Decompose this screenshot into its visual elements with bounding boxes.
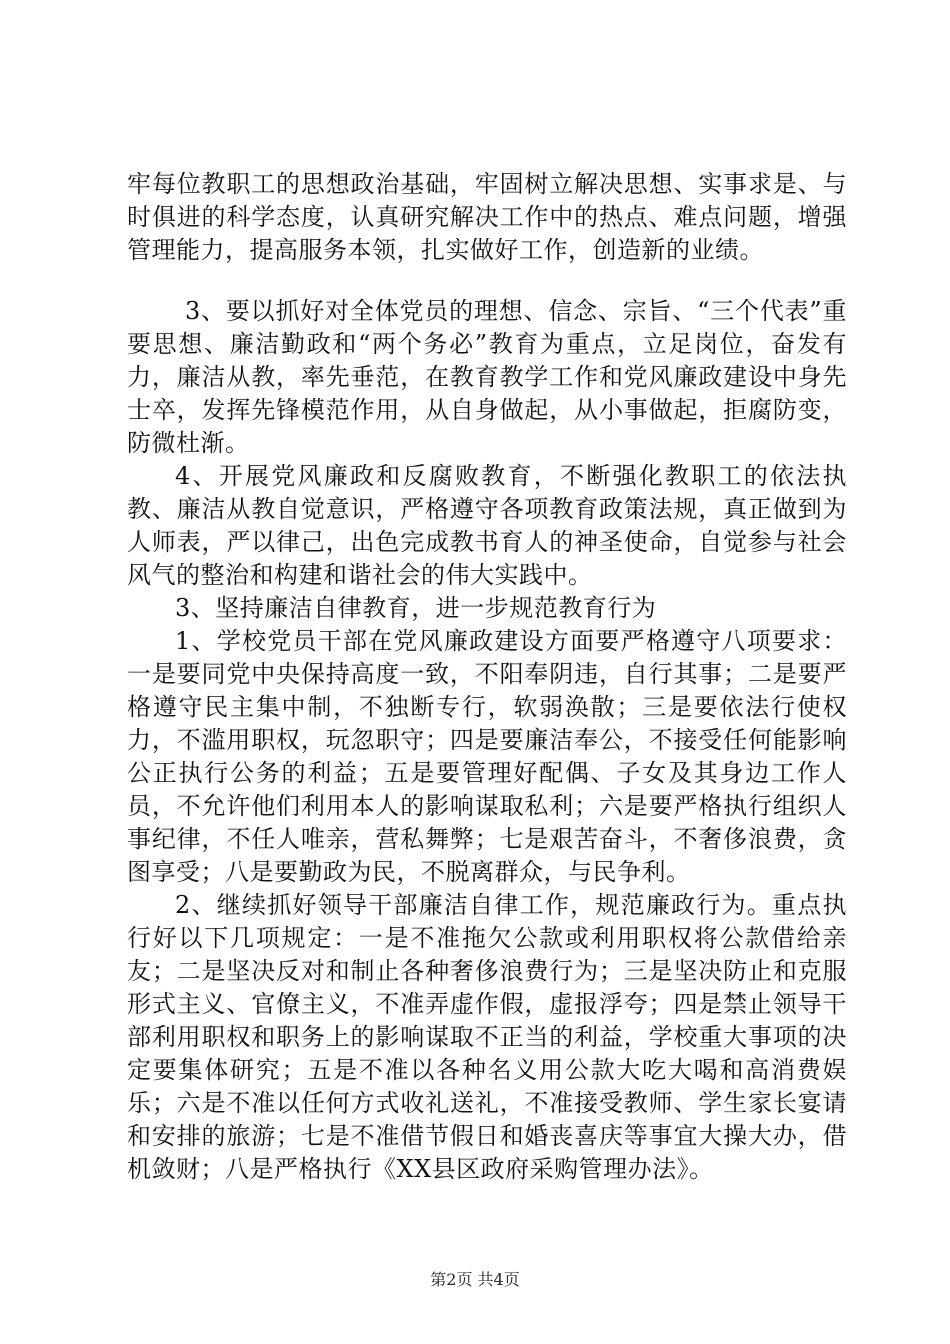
- paragraph-item-4-anticorruption: 4、开展党风廉政和反腐败教育，不断强化教职工的依法执教、廉洁从教自觉意识，严格遵守各项教育政策法规，真正做到为人师表，严以律己，出色完成教书育人的神圣使命，自觉参与社会风气的整治和构建和谐社会的伟大实践中。: [127, 462, 847, 589]
- paragraph-item-1-eight-requirements: 1、学校党员干部在党风廉政建设方面要严格遵守八项要求：一是要同党中央保持高度一致，不阳奉阴违，自行其事；二是要严格遵守民主集中制，不独断专行，软弱涣散；三是要依法行使权力，不滥用职权，玩忽职守；四是要廉洁奉公，不接受任何能影响公正执行公务的利益；五是要管理好配偶、子女及其身边工作人员，不允许他们利用本人的影响谋取私利；六是要严格执行组织人事纪律，不任人唯亲，营私舞弊；七是艰苦奋斗，不奢侈浪费，贪图享受；八是要勤政为民，不脱离群众，与民争利。: [127, 627, 847, 886]
- paragraph-item-3-party-education: 3、要以抓好对全体党员的理想、信念、宗旨、“三个代表”重要思想、廉洁勤政和“两个务必”教育为重点，立足岗位，奋发有力，廉洁从教，率先垂范，在教育教学工作和党风廉政建设中身先士卒，发挥先锋模范作用，从自身做起，从小事做起，拒腐防变，防微杜渐。: [127, 297, 847, 457]
- section-heading-self-discipline: 3、坚持廉洁自律教育，进一步规范教育行为: [175, 594, 657, 622]
- document-body: [127, 168, 847, 1186]
- paragraph-continuation: 牢每位教职工的思想政治基础，牢固树立解决思想、实事求是、与时俱进的科学态度，认真研究解决工作中的热点、难点问题，增强管理能力，提高服务本领，扎实做好工作，创造新的业绩。: [127, 170, 847, 264]
- page-number-footer: 第2页 共4页: [430, 1270, 520, 1289]
- paragraph-item-2-leader-rules: 2、继续抓好领导干部廉洁自律工作，规范廉政行为。重点执行好以下几项规定：一是不准拖欠公款或利用职权将公款借给亲友；二是坚决反对和制止各种奢侈浪费行为；三是坚决防止和克服形式主义、官僚主义，不准弄虚作假，虚报浮夸；四是禁止领导干部利用职权和职务上的影响谋取不正当的利益，学校重大事项的决定要集体研究；五是不准以各种名义用公款大吃大喝和高消费娱乐；六是不准以任何方式收礼送礼，不准接受教师、学生家长宴请和安排的旅游；七是不准借节假日和婚丧喜庆等事宜大操大办，借机敛财；八是严格执行《XX县区政府采购管理办法》。: [127, 891, 847, 1183]
